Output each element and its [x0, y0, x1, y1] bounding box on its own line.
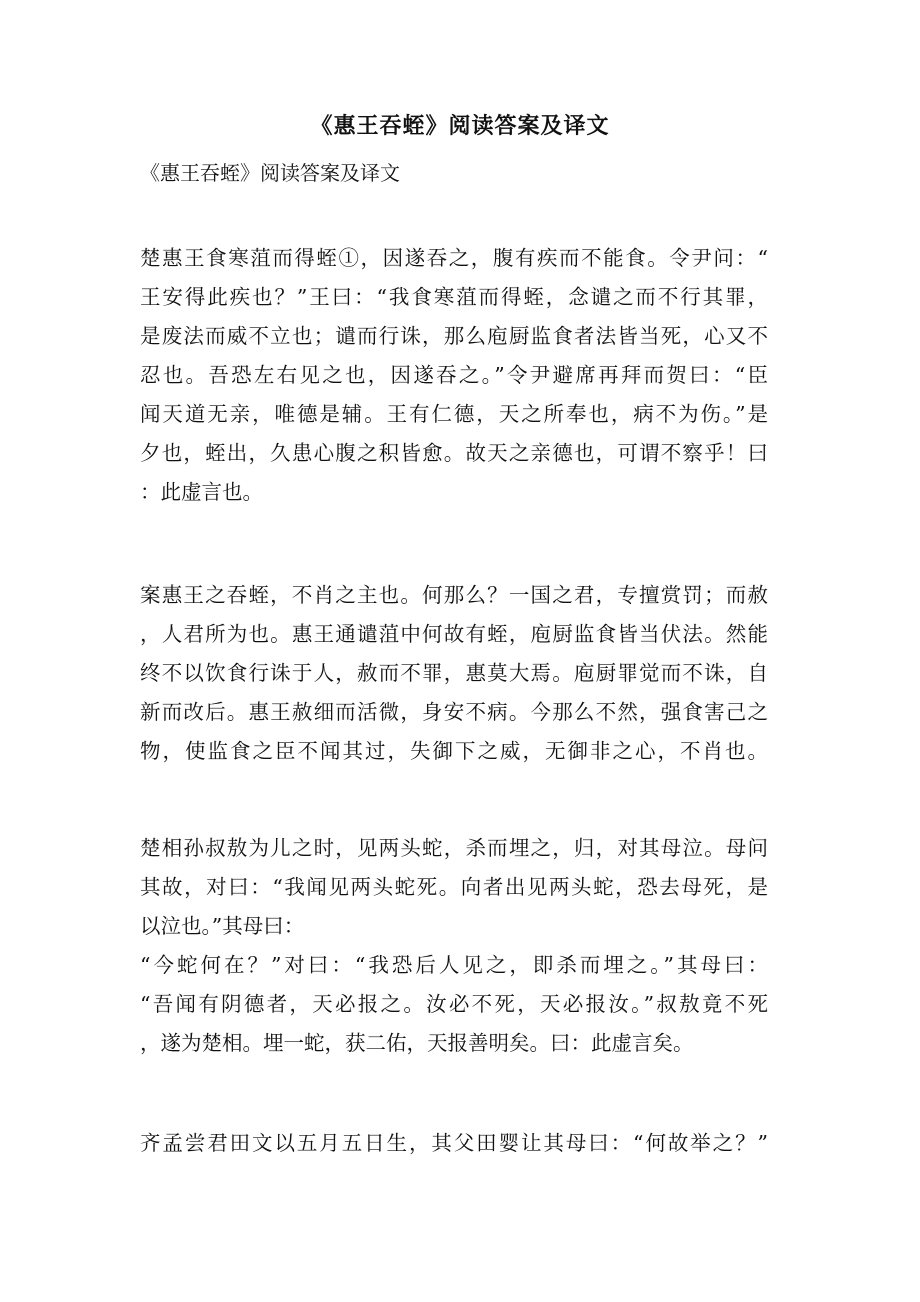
text-line: “吾闻有阴德者，天必报之。汝必不死，天必报汝。”叔敖竟不死 — [140, 992, 768, 1016]
document-subtitle: 《惠王吞蛭》阅读答案及译文 — [140, 161, 400, 185]
text-line: 王安得此疾也？”王曰：“我食寒菹而得蛭，念谴之而不行其罪， — [140, 285, 768, 309]
text-line: ，遂为楚相。埋一蛇，获二佑，天报善明矣。曰：此虚言矣。 — [140, 1031, 694, 1055]
text-line: 终不以饮食行诛于人，赦而不罪，惠莫大焉。庖厨罪觉而不诛，自 — [140, 661, 768, 685]
text-line: 新而改后。惠王赦细而活微，身安不病。今那么不然，强食害己之 — [140, 700, 768, 724]
text-line: 齐孟尝君田文以五月五日生，其父田婴让其母曰：“何故举之？” — [140, 1131, 768, 1155]
paragraph-1 — [140, 239, 768, 512]
text-line: 夕也，蛭出，久患心腹之积皆愈。故天之亲德也，可谓不察乎！曰 — [140, 441, 768, 465]
text-line: 忍也。吾恐左右见之也，因遂吞之。”令尹避席再拜而贺曰：“臣 — [140, 363, 768, 387]
text-line: 是废法而威不立也；谴而行诛，那么庖厨监食者法皆当死，心又不 — [140, 324, 768, 348]
document-title: 《惠王吞蛭》阅读答案及译文 — [310, 113, 610, 139]
text-line: 以泣也。”其母曰： — [140, 914, 305, 938]
text-line: ，人君所为也。惠王通谴菹中何故有蛭，庖厨监食皆当伏法。然能 — [140, 622, 768, 646]
paragraph-4 — [140, 1124, 768, 1163]
text-line: “今蛇何在？”对曰：“我恐后人见之，即杀而埋之。”其母曰： — [140, 953, 768, 977]
text-line: 楚相孙叔敖为儿之时，见两头蛇，杀而埋之，归，对其母泣。母问 — [140, 836, 768, 860]
text-line: 楚惠王食寒菹而得蛭①，因遂吞之，腹有疾而不能食。令尹问：“ — [140, 246, 768, 270]
text-line: 其故，对曰：“我闻见两头蛇死。向者出见两头蛇，恐去母死，是 — [140, 875, 768, 899]
paragraph-2 — [140, 576, 768, 771]
text-line: 案惠王之吞蛭，不肖之主也。何那么？一国之君，专擅赏罚；而赦 — [140, 583, 768, 607]
text-line: 物，使监食之臣不闻其过，失御下之威，无御非之心，不肖也。 — [140, 739, 768, 763]
text-line: ：此虚言也。 — [140, 480, 263, 504]
paragraph-3 — [140, 829, 768, 1063]
text-line: 闻天道无亲，唯德是辅。王有仁德，天之所奉也，病不为伤。”是 — [140, 402, 768, 426]
